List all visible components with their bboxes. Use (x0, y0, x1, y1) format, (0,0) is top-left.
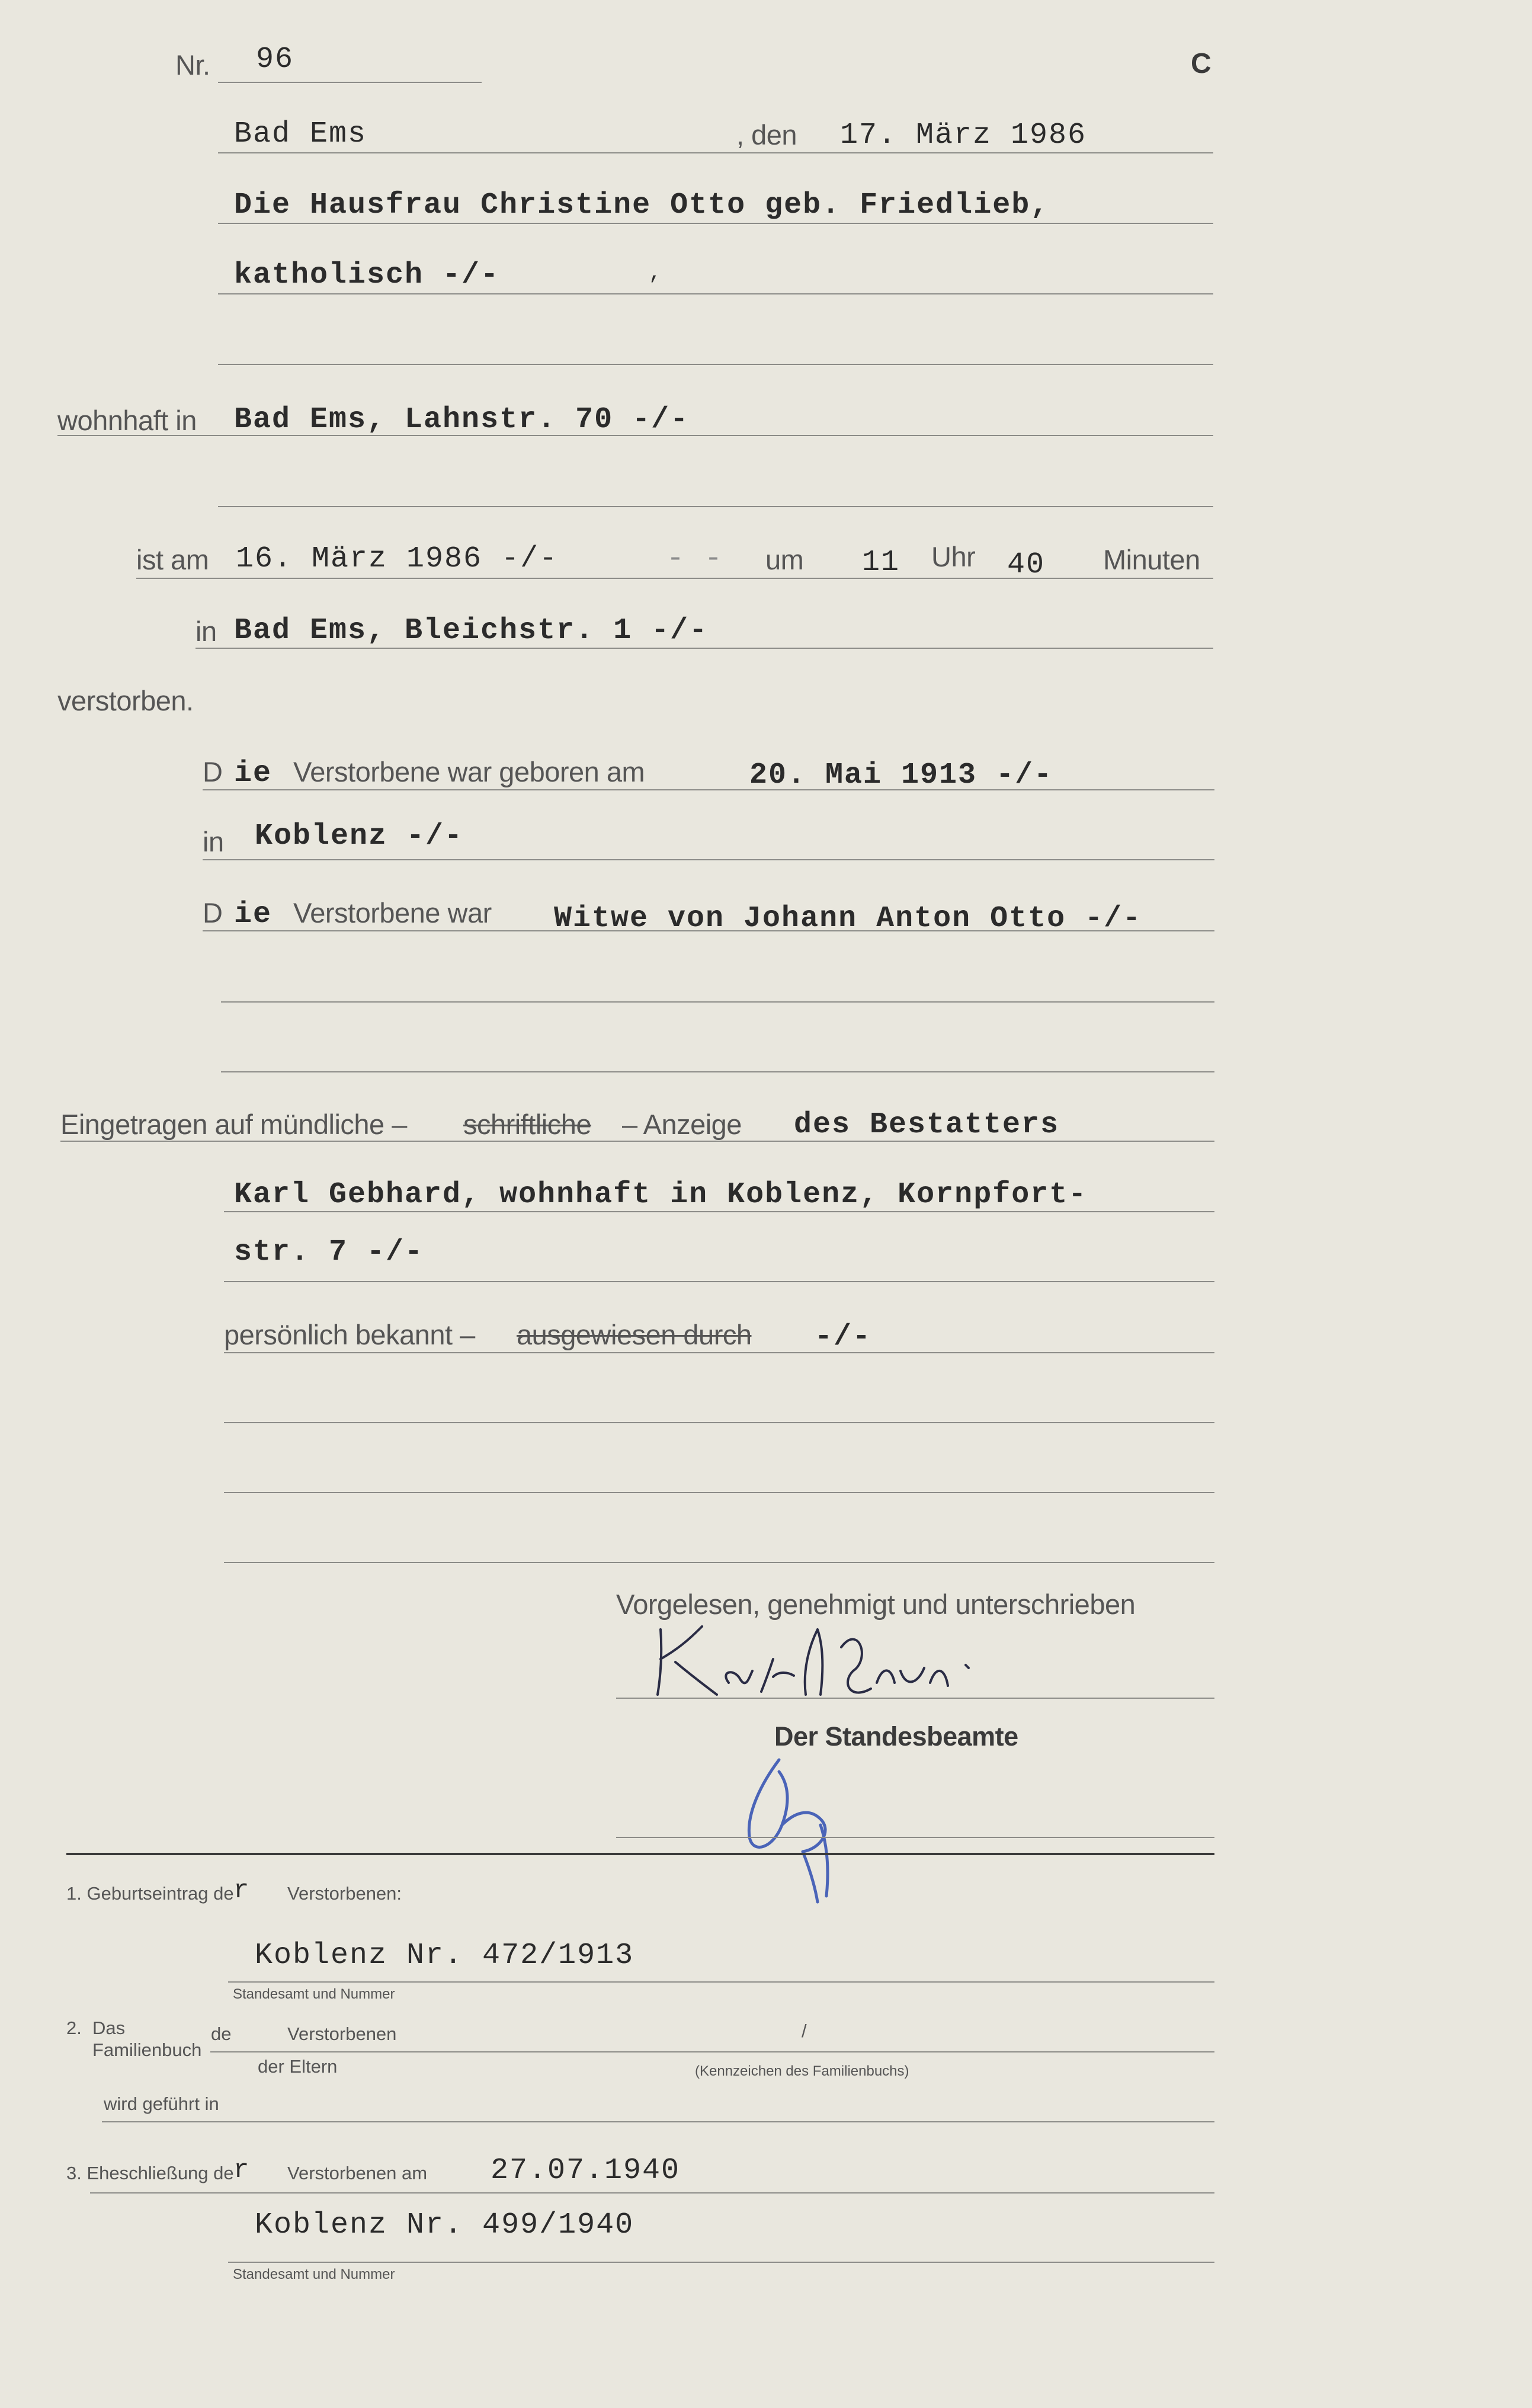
place-date-line (218, 152, 1213, 153)
informant-signature-line (616, 1698, 1214, 1699)
identity-rule (224, 1352, 1214, 1353)
note2-rule-2 (102, 2121, 1214, 2122)
person-line2: katholisch -/- (234, 258, 500, 292)
death-place-rule (195, 648, 1213, 649)
death-place-label: in (195, 616, 217, 647)
note3-typed: r (233, 2156, 251, 2185)
note2-num: 2. (66, 2018, 82, 2038)
status-rule-3 (221, 1071, 1214, 1072)
note1-rule (228, 1981, 1214, 1983)
date-value: 17. März 1986 (840, 119, 1087, 152)
birth-prefix-typed: ie (234, 757, 273, 790)
report-rule (60, 1141, 1214, 1142)
registrar-label: Der Standesbeamte (774, 1721, 1018, 1751)
status-prefix-typed: ie (234, 898, 273, 931)
note2-label-b: Familienbuch (92, 2039, 202, 2060)
uhr-label: Uhr (931, 541, 976, 572)
report-value3: str. 7 -/- (234, 1235, 424, 1269)
status-rule (203, 930, 1214, 931)
birth-label: Verstorbene war geboren am (293, 756, 645, 787)
den-label: , den (736, 119, 797, 150)
note2-eltern: der Eltern (258, 2056, 338, 2077)
registrar-signature-icon (738, 1748, 844, 1908)
report-rule-2 (224, 1211, 1214, 1212)
informant-signature-icon (646, 1612, 989, 1706)
status-value: Witwe von Johann Anton Otto -/- (554, 902, 1142, 936)
report-label-struck: schriftliche (463, 1109, 592, 1140)
notes-divider (66, 1853, 1214, 1855)
death-date-value: 16. März 1986 -/- (236, 542, 559, 576)
death-hour: 11 (862, 546, 900, 579)
note2-verstorbenen: Verstorbenen (287, 2023, 397, 2044)
death-date-rule (136, 578, 1213, 579)
person-line3-rule (218, 364, 1213, 365)
identity-rule-2 (224, 1422, 1214, 1423)
status-label: Verstorbene war (293, 897, 492, 928)
identity-label-struck: ausgewiesen durch (517, 1319, 752, 1350)
report-label-a: Eingetragen auf mündliche – (60, 1109, 407, 1140)
birth-place-value: Koblenz -/- (255, 819, 464, 853)
birth-place-rule (203, 859, 1214, 860)
note3-date: 27.07.1940 (491, 2154, 681, 2188)
verstorben-label: verstorben. (57, 685, 194, 716)
identity-rule-3 (224, 1492, 1214, 1493)
death-minute: 40 (1007, 548, 1046, 582)
residence-rule (57, 435, 1213, 436)
note1-label2: Verstorbenen: (287, 1883, 402, 1904)
person-line2-rule (218, 293, 1213, 294)
note3-label2: Verstorbenen am (287, 2163, 428, 2183)
report-value1: des Bestatters (794, 1108, 1060, 1142)
closing-text: Vorgelesen, genehmigt und unterschrieben (616, 1589, 1136, 1620)
birth-date-value: 20. Mai 1913 -/- (749, 758, 1053, 792)
note2-caption: (Kennzeichen des Familienbuchs) (695, 2063, 909, 2079)
person-line1: Die Hausfrau Christine Otto geb. Friedlieb, (234, 188, 1050, 222)
note3-value: Koblenz Nr. 499/1940 (255, 2208, 634, 2242)
note1-typed: r (233, 1876, 251, 1906)
birth-date-rule (203, 789, 1214, 790)
death-place-value: Bad Ems, Bleichstr. 1 -/- (234, 614, 709, 648)
status-rule-2 (221, 1001, 1214, 1003)
death-date-label: ist am (136, 544, 209, 575)
report-label-b: – Anzeige (622, 1109, 742, 1140)
um-label: um (765, 544, 804, 575)
residence-rule-2 (218, 506, 1213, 507)
note1-label: 1. Geburtseintrag de (66, 1883, 234, 1904)
residence-value: Bad Ems, Lahnstr. 70 -/- (234, 403, 690, 437)
report-value2: Karl Gebhard, wohnhaft in Koblenz, Kornpfort- (234, 1178, 1088, 1212)
person-line1-rule (218, 223, 1213, 224)
birth-prefix: D (203, 756, 223, 787)
person-line2-mark: , (649, 261, 663, 285)
identity-label-a: persönlich bekannt – (224, 1319, 475, 1350)
note3-rule-2 (228, 2262, 1214, 2263)
nr-label: Nr. (175, 49, 210, 81)
note2-slash: / (802, 2020, 807, 2041)
corner-letter: C (1191, 48, 1212, 79)
note3-rule (90, 2192, 1214, 2194)
report-rule-3 (224, 1281, 1214, 1282)
identity-rule-4 (224, 1562, 1214, 1563)
place-value: Bad Ems (234, 117, 367, 151)
note2-rule (210, 2051, 1214, 2052)
note2-de: de (211, 2023, 232, 2044)
residence-label: wohnhaft in (57, 405, 197, 436)
birth-place-label: in (203, 826, 224, 857)
note3-label: 3. Eheschließung de (66, 2163, 234, 2183)
note1-caption: Standesamt und Nummer (233, 1986, 395, 2002)
nr-line (218, 82, 482, 83)
note3-caption: Standesamt und Nummer (233, 2266, 395, 2282)
note2-label-a: Das (92, 2018, 126, 2038)
status-prefix: D (203, 897, 223, 928)
identity-value: -/- (815, 1320, 872, 1354)
minuten-label: Minuten (1103, 544, 1200, 575)
death-date-filler: - - (666, 542, 724, 576)
note1-value: Koblenz Nr. 472/1913 (255, 1939, 634, 1972)
nr-value: 96 (256, 43, 294, 76)
note2-wird: wird geführt in (104, 2093, 219, 2114)
registrar-signature-line (616, 1837, 1214, 1838)
